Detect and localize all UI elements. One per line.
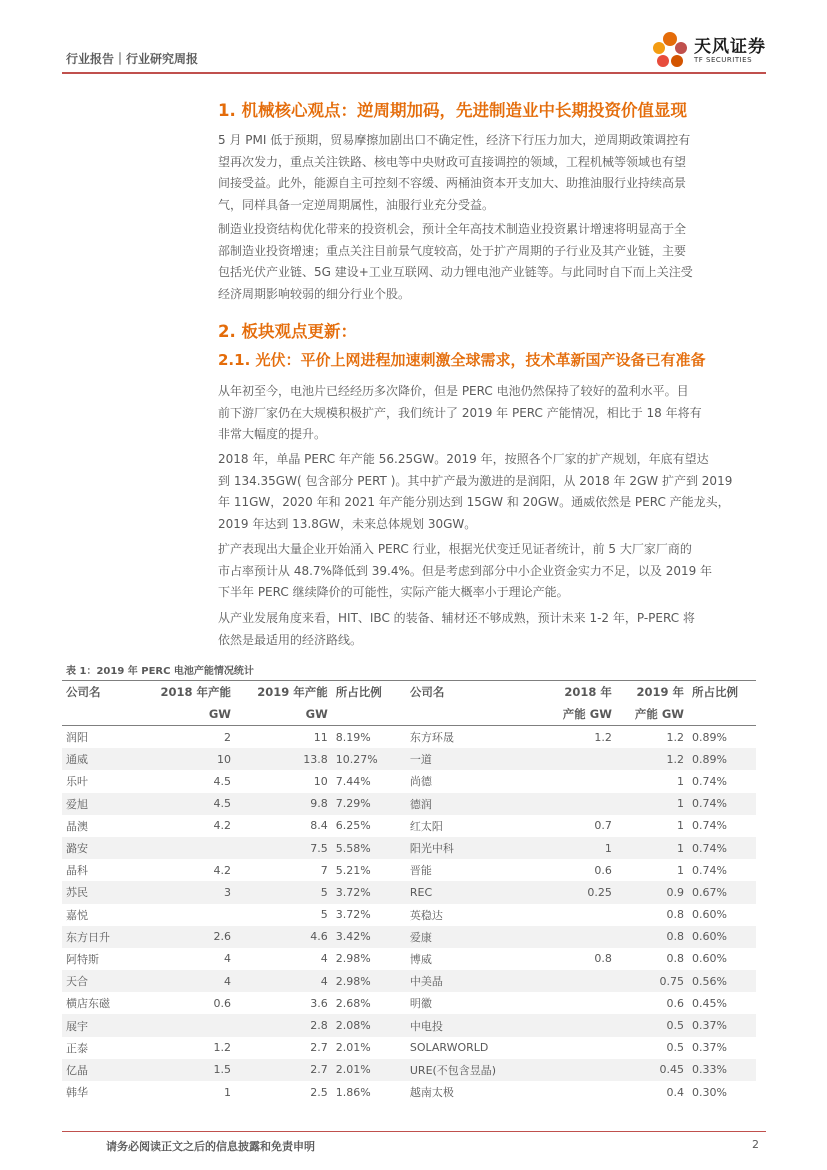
section-2-title: 2. 板块观点更新： <box>218 322 357 341</box>
table-cell <box>536 1081 616 1103</box>
table-cell <box>536 992 616 1014</box>
table-row <box>62 1037 756 1059</box>
table-row <box>62 881 756 903</box>
table-cell: 4.5 <box>151 793 235 815</box>
table-cell: 1.2 <box>666 730 684 744</box>
table-cell: 7 <box>320 863 328 877</box>
table-cell <box>536 926 616 948</box>
table-cell: 中电投 <box>406 1014 536 1036</box>
section-2-1-paragraph-1: 从年初至今，电池片已经经历多次降价，但是 PERC 电池仍然保持了较好的盈利水平。目 前下游厂家仍在大规模积极扩产，我们统计了 2019 年 PERC 产能情况，相比于 18 年将有 非常大幅度的提升。 <box>218 384 702 441</box>
table-cell: 1 <box>616 793 688 815</box>
table-cell <box>536 793 616 815</box>
table-cell: 0.74% <box>691 819 727 833</box>
footer-divider <box>62 1131 766 1132</box>
table-cell: 0.9 <box>616 881 688 903</box>
table-cell: 3 <box>151 881 235 903</box>
table-cell: 阳光中科 <box>406 837 536 859</box>
table-cell: 展宇 <box>62 1014 151 1036</box>
table-cell: 4 <box>235 970 332 992</box>
table-cell: 2.01% <box>332 1059 406 1081</box>
table-row <box>62 1014 756 1036</box>
table-cell: 1.2 <box>616 748 688 770</box>
table-cell: 0.4 <box>666 1085 684 1099</box>
table-cell: 5 <box>320 908 328 922</box>
table-cell: 7.5 <box>235 837 332 859</box>
table-cell: 晋能 <box>409 864 432 878</box>
table-cell: 10 <box>313 774 328 788</box>
table-cell <box>536 970 616 992</box>
table-cell: 2.01% <box>335 1041 371 1055</box>
header-divider <box>62 72 766 74</box>
table-cell: 越南太极 <box>409 1086 454 1100</box>
table-cell: 阿特斯 <box>66 952 99 966</box>
table-cell <box>151 1014 235 1036</box>
table-cell: 0.8 <box>616 926 688 948</box>
section-2-1-paragraph-4: 从产业发展角度来看，HIT、IBC 的装备、辅材还不够成熟，预计未来 1-2 年，P-PERC 将 依然是最适用的经济路线。 <box>218 611 695 647</box>
table-cell: 0.7 <box>594 819 612 833</box>
logo-flower-icon <box>650 30 690 74</box>
table-cell: 0.5 <box>666 1041 684 1055</box>
table-cell: 0.33% <box>688 1059 756 1081</box>
header-2019-unit-2: 产能 GW <box>634 707 684 721</box>
table-cell: 通威 <box>62 748 151 770</box>
table-cell: 4 <box>223 952 231 966</box>
table-cell: 0.37% <box>688 1014 756 1036</box>
table-cell: 4.2 <box>213 819 231 833</box>
table-cell: 4.2 <box>213 863 231 877</box>
logo-name: 天风证券 <box>694 37 766 57</box>
table-cell: 1 <box>676 774 684 788</box>
perc-capacity-table <box>62 680 756 1103</box>
table-row <box>62 859 756 881</box>
table-cell: 1.86% <box>335 1085 371 1099</box>
table-cell: 2.5 <box>310 1085 328 1099</box>
header-2018-unit-2: 产能 GW <box>562 707 612 721</box>
table-cell: 11 <box>313 730 328 744</box>
header-2019-capacity: 2019 年产能 <box>257 685 328 699</box>
table-cell: 0.60% <box>688 926 756 948</box>
section-2-1-paragraph-3: 扩产表现出大量企业开始涌入 PERC 行业，根据光伏变迁见证者统计，前 5 大厂家厂商的 市占率预计从 48.7%降低到 39.4%。但是考虑到部分中小企业资金实力不足，以及 2019 年 下半年 PERC 继续降价的可能性，实际产能大概率小于理论产能。 <box>218 542 713 599</box>
table-cell: 博威 <box>409 952 432 966</box>
table-cell: 2.98% <box>332 970 406 992</box>
table-cell: 2.7 <box>235 1059 332 1081</box>
table-cell: 9.8 <box>235 793 332 815</box>
header-2019-capacity-2: 2019 年 <box>636 685 684 699</box>
table-cell <box>536 748 616 770</box>
table-row <box>62 1059 756 1081</box>
header-2018-capacity-2: 2018 年 <box>564 685 612 699</box>
table-cell: 2 <box>223 730 231 744</box>
table-cell: 4 <box>320 952 328 966</box>
table-cell: 0.74% <box>691 774 727 788</box>
table-cell: 0.45 <box>616 1059 688 1081</box>
table-cell: 3.72% <box>335 908 371 922</box>
table-cell: 晶科 <box>66 864 88 878</box>
table-row <box>62 904 756 926</box>
table-cell: SOLARWORLD <box>409 1041 489 1055</box>
table-cell: 4.5 <box>213 774 231 788</box>
table-row <box>62 837 756 859</box>
table-cell: 2.68% <box>335 996 371 1010</box>
table-cell: 0.74% <box>688 837 756 859</box>
table-cell: 0.60% <box>691 908 727 922</box>
table-cell: 3.42% <box>332 926 406 948</box>
table-cell: 0.5 <box>616 1014 688 1036</box>
table-cell: 0.25 <box>536 881 616 903</box>
table-cell: 2.8 <box>235 1014 332 1036</box>
header-2018-unit: GW <box>208 707 231 721</box>
section-2-1-paragraph-2: 2018 年，单晶 PERC 年产能 56.25GW。2019 年，按照各个厂家的扩产规划，年底有望达 到 134.35GW( 包含部分 PERT )。其中扩产最为激进的是润阳，从 2018 年 2GW 扩产到 2019 年 11GW，2020 年和 2021 年产能分别达到 15GW 和 20GW。通威依然是 PERC 产能龙头， 2019 年达到 13.8GW，未来总体规划 30GW。 <box>218 452 733 531</box>
table-cell: 润阳 <box>66 731 88 745</box>
table-row <box>62 926 756 948</box>
table-cell <box>151 904 235 926</box>
table-cell: 0.74% <box>688 793 756 815</box>
section-1-title: 1. 机械核心观点：逆周期加码，先进制造业中长期投资价值显现 <box>218 101 687 120</box>
table-cell: 横店东磁 <box>66 997 110 1011</box>
table-row <box>62 992 756 1014</box>
page-number: 2 <box>752 1138 759 1151</box>
table-cell: 亿晶 <box>62 1059 151 1081</box>
table-cell: 0.67% <box>688 881 756 903</box>
table-cell: 明徽 <box>409 997 432 1011</box>
table-cell: 东方环晟 <box>409 731 454 745</box>
table-cell: 5.58% <box>332 837 406 859</box>
header-2019-unit: GW <box>305 707 328 721</box>
table-cell: 4 <box>151 970 235 992</box>
table-cell: 0.45% <box>691 996 727 1010</box>
table-row <box>62 748 756 770</box>
report-breadcrumb: 行业报告｜行业研究周报 <box>66 52 199 66</box>
table-cell: 0.6 <box>594 863 612 877</box>
table-row <box>62 770 756 792</box>
table-cell: 一道 <box>406 748 536 770</box>
table-cell: 苏民 <box>62 881 151 903</box>
table-cell: 潞安 <box>62 837 151 859</box>
table-cell: 10 <box>151 748 235 770</box>
table-cell: 1 <box>536 837 616 859</box>
table-cell: 1 <box>676 819 684 833</box>
header-share-2: 所占比例 <box>691 685 738 699</box>
table-cell: 3.72% <box>332 881 406 903</box>
table-row <box>62 1081 756 1103</box>
company-logo <box>650 30 770 74</box>
table-cell: 1.2 <box>594 730 612 744</box>
table-cell <box>536 1059 616 1081</box>
table-cell: 13.8 <box>235 748 332 770</box>
header-company: 公司名 <box>66 685 101 699</box>
table-cell: 晶澳 <box>66 819 88 833</box>
table-cell: 1 <box>676 863 684 877</box>
table-cell: 中美晶 <box>406 970 536 992</box>
table-cell: 4.6 <box>235 926 332 948</box>
section-1-paragraph-2: 制造业投资结构优化带来的投资机会，预计全年高技术制造业投资累计增速将明显高于全 部制造业投资增速；重点关注目前景气度较高，处于扩产周期的子行业及其产业链，主要 包括光伏产业链、5G 建设+工业互联网、动力锂电池产业链等。与此同时自下而上关注受 经济周期影响较弱的细分行业个股。 <box>218 222 693 301</box>
table-cell: 尚德 <box>409 775 432 789</box>
table-cell: 正泰 <box>66 1041 88 1055</box>
section-1-paragraph-1: 5 月 PMI 低于预期，贸易摩擦加剧出口不确定性，经济下行压力加大，逆周期政策调控有 望再次发力，重点关注铁路、核电等中央财政可直接调控的领域，工程机械等领域也有望 间接受益。此外，能源自主可控刻不容缓、两桶油资本开支加大、助推油服行业持续高景 气，同样具备一定逆周期属性，油服行业充分受益。 <box>218 133 691 212</box>
table-cell: 0.56% <box>688 970 756 992</box>
table-cell <box>151 837 235 859</box>
table-cell: 0.8 <box>594 952 612 966</box>
table-cell: 韩华 <box>66 1086 88 1100</box>
logo-subtitle: TF SECURITIES <box>694 56 753 64</box>
table-cell: 2.98% <box>335 952 371 966</box>
table-cell: 0.8 <box>666 908 684 922</box>
table-cell <box>536 904 616 926</box>
table-cell: 天合 <box>62 970 151 992</box>
table-cell: 3.6 <box>310 996 328 1010</box>
table-row <box>62 793 756 815</box>
table-cell: 爱康 <box>406 926 536 948</box>
table-cell: 嘉悦 <box>66 908 88 922</box>
section-2-1-title: 2.1. 光伏：平价上网进程加速刺激全球需求，技术革新国产设备已有准备 <box>218 351 706 369</box>
table-cell: 乐叶 <box>66 775 88 789</box>
table-row <box>62 815 756 837</box>
table-cell: 东方日升 <box>62 926 151 948</box>
table-cell: 5.21% <box>335 863 371 877</box>
table-cell <box>536 770 616 792</box>
table-cell: 6.25% <box>335 819 371 833</box>
table-cell: 2.6 <box>151 926 235 948</box>
table-cell: 红太阳 <box>409 819 443 833</box>
table-cell: 7.44% <box>335 774 371 788</box>
table-cell: 1 <box>616 837 688 859</box>
table-cell: 德润 <box>406 793 536 815</box>
table-cell: 8.19% <box>335 730 371 744</box>
table-cell: 英稳达 <box>409 908 443 922</box>
table-cell: 10.27% <box>332 748 406 770</box>
table-cell: URE(不包含昱晶) <box>406 1059 536 1081</box>
table-cell: 2.08% <box>332 1014 406 1036</box>
table-cell: 0.89% <box>688 748 756 770</box>
table-row <box>62 970 756 992</box>
table-cell: 5 <box>235 881 332 903</box>
table-cell: 7.29% <box>332 793 406 815</box>
header-company-2: 公司名 <box>409 685 445 699</box>
table-cell: 0.60% <box>691 952 727 966</box>
table-cell: 0.6 <box>213 996 231 1010</box>
table-caption: 表 1：2019 年 PERC 电池产能情况统计 <box>66 666 254 677</box>
header-2018-capacity: 2018 年产能 <box>160 685 231 699</box>
table-cell: 1 <box>223 1085 231 1099</box>
table-cell: 8.4 <box>310 819 328 833</box>
table-cell: 1.5 <box>151 1059 235 1081</box>
table-cell <box>536 1037 616 1059</box>
table-cell <box>536 1014 616 1036</box>
table-cell: 0.6 <box>666 996 684 1010</box>
footer-disclaimer: 请务必阅读正文之后的信息披露和免责申明 <box>106 1140 315 1153</box>
table-cell: 0.8 <box>666 952 684 966</box>
table-cell: REC <box>406 881 536 903</box>
table-cell: 0.37% <box>691 1041 727 1055</box>
table-row <box>62 726 756 749</box>
table-cell: 1.2 <box>213 1041 231 1055</box>
table-cell: 0.89% <box>691 730 727 744</box>
table-cell: 2.7 <box>310 1041 328 1055</box>
header-share: 所占比例 <box>335 685 382 699</box>
table-cell: 0.75 <box>616 970 688 992</box>
table-cell: 爱旭 <box>62 793 151 815</box>
table-row <box>62 948 756 970</box>
table-cell: 0.74% <box>691 863 727 877</box>
table-cell: 0.30% <box>691 1085 727 1099</box>
